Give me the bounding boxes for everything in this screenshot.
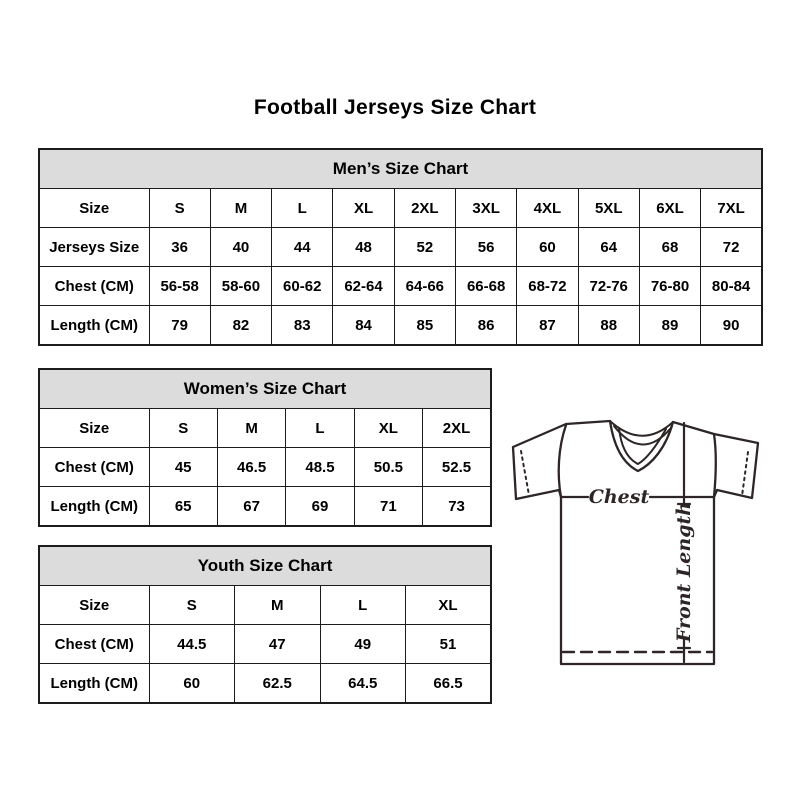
value-cell: 79 (149, 306, 210, 346)
value-cell: 56 (455, 228, 516, 267)
size-header-cell: 7XL (701, 189, 762, 228)
size-header-cell: L (286, 409, 354, 448)
value-cell: 50.5 (354, 448, 422, 487)
size-header-cell: 3XL (455, 189, 516, 228)
value-cell: 73 (423, 487, 491, 527)
table-row (39, 625, 491, 664)
womens-size-table (38, 368, 492, 527)
right-armhole-seam (714, 434, 716, 497)
value-cell: 44 (272, 228, 333, 267)
table-row (39, 448, 491, 487)
jersey-outline (513, 421, 758, 664)
value-cell: 66.5 (406, 664, 492, 704)
value-cell: 90 (701, 306, 762, 346)
value-cell: 76-80 (639, 267, 700, 306)
chest-label: Chest (588, 486, 650, 508)
value-cell: 40 (210, 228, 271, 267)
value-cell: 85 (394, 306, 455, 346)
youth-size-table (38, 545, 492, 704)
value-cell: 84 (333, 306, 394, 346)
value-cell: 62.5 (235, 664, 321, 704)
row-label-cell: Chest (CM) (39, 267, 149, 306)
value-cell: 60 (517, 228, 578, 267)
size-header-cell: M (235, 586, 321, 625)
table-row (39, 586, 491, 625)
table-title: Youth Size Chart (39, 546, 491, 586)
size-header-cell: XL (354, 409, 422, 448)
value-cell: 46.5 (217, 448, 285, 487)
table-row (39, 228, 762, 267)
value-cell: 62-64 (333, 267, 394, 306)
table-title: Women’s Size Chart (39, 369, 491, 409)
value-cell: 83 (272, 306, 333, 346)
value-cell: 86 (455, 306, 516, 346)
womens-table-section (38, 368, 492, 527)
value-cell: 71 (354, 487, 422, 527)
value-cell: 48 (333, 228, 394, 267)
mens-table-section (38, 148, 763, 346)
size-header-cell: M (217, 409, 285, 448)
size-header-cell: 2XL (394, 189, 455, 228)
size-header-cell: L (320, 586, 406, 625)
table-row (39, 267, 762, 306)
size-header-cell: M (210, 189, 271, 228)
size-header-cell: S (149, 409, 217, 448)
mens-size-table (38, 148, 763, 346)
value-cell: 68 (639, 228, 700, 267)
value-cell: 87 (517, 306, 578, 346)
size-header-cell: L (272, 189, 333, 228)
value-cell: 52 (394, 228, 455, 267)
value-cell: 66-68 (455, 267, 516, 306)
size-header-cell: XL (406, 586, 492, 625)
value-cell: 82 (210, 306, 271, 346)
size-header-cell: XL (333, 189, 394, 228)
left-armhole-seam (559, 425, 566, 497)
page-title: Football Jerseys Size Chart (253, 96, 537, 119)
row-label-cell: Length (CM) (39, 487, 149, 527)
table-row (39, 487, 491, 527)
value-cell: 69 (286, 487, 354, 527)
value-cell: 88 (578, 306, 639, 346)
value-cell: 47 (235, 625, 321, 664)
value-cell: 72 (701, 228, 762, 267)
size-header-cell: 4XL (517, 189, 578, 228)
left-sleeve-stitch-line (521, 451, 529, 495)
table-title: Men’s Size Chart (39, 149, 762, 189)
value-cell: 52.5 (423, 448, 491, 487)
youth-table-section (38, 545, 492, 704)
size-header-cell: 2XL (423, 409, 491, 448)
table-row (39, 664, 491, 704)
front-length-label: Front Length (673, 501, 695, 643)
value-cell: 60-62 (272, 267, 333, 306)
value-cell: 64-66 (394, 267, 455, 306)
row-label-cell: Chest (CM) (39, 625, 149, 664)
value-cell: 48.5 (286, 448, 354, 487)
size-header-cell: 6XL (639, 189, 700, 228)
row-label-cell: Length (CM) (39, 306, 149, 346)
vneck-inner (619, 428, 666, 464)
value-cell: 51 (406, 625, 492, 664)
value-cell: 56-58 (149, 267, 210, 306)
row-label-cell: Size (39, 409, 149, 448)
value-cell: 89 (639, 306, 700, 346)
value-cell: 64.5 (320, 664, 406, 704)
value-cell: 58-60 (210, 267, 271, 306)
value-cell: 72-76 (578, 267, 639, 306)
value-cell: 36 (149, 228, 210, 267)
value-cell: 60 (149, 664, 235, 704)
value-cell: 80-84 (701, 267, 762, 306)
row-label-cell: Jerseys Size (39, 228, 149, 267)
table-row (39, 409, 491, 448)
value-cell: 65 (149, 487, 217, 527)
table-row (39, 306, 762, 346)
value-cell: 45 (149, 448, 217, 487)
table-row (39, 189, 762, 228)
size-header-cell: S (149, 189, 210, 228)
row-label-cell: Length (CM) (39, 664, 149, 704)
right-sleeve-stitch-line (742, 452, 748, 496)
value-cell: 44.5 (149, 625, 235, 664)
value-cell: 64 (578, 228, 639, 267)
size-header-cell: S (149, 586, 235, 625)
jersey-diagram (500, 400, 780, 690)
row-label-cell: Size (39, 586, 149, 625)
row-label-cell: Size (39, 189, 149, 228)
value-cell: 67 (217, 487, 285, 527)
size-header-cell: 5XL (578, 189, 639, 228)
row-label-cell: Chest (CM) (39, 448, 149, 487)
value-cell: 49 (320, 625, 406, 664)
value-cell: 68-72 (517, 267, 578, 306)
